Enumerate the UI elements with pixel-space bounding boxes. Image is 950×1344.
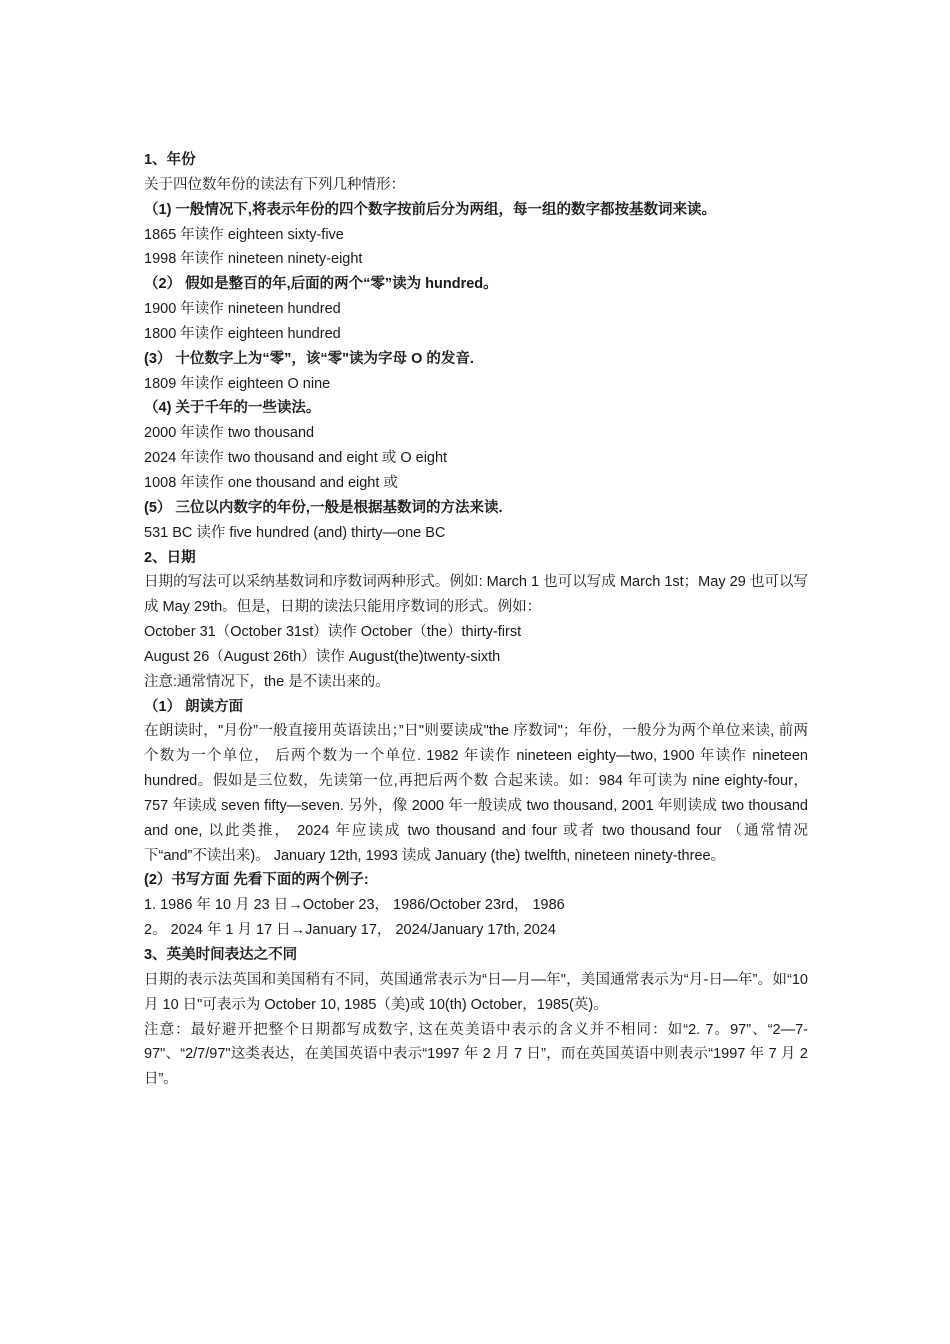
subheading-reading: （1） 朗读方面 xyxy=(144,698,244,715)
writing-example-2: 2。 2024 年 1 月 17 日→January 17， 2024/January 17th, 2024 xyxy=(144,922,556,939)
subheading-writing: (2）书写方面 先看下面的两个例子: xyxy=(144,872,369,889)
example-august: August 26（August 26th）读作 August(the)twenty-sixth xyxy=(144,648,501,665)
numeric-date-note: 注意：最好避开把整个日期都写成数字, 这在英美语中表示的含义并不相同：如“2. 7。97”、“2—7-97"、“2/7/97"这类表达，在美国英语中表示“1997 年 2 月 7 日”，而在英国英语中则表示“1997 年 7 月 2 日”。 xyxy=(144,1021,808,1088)
example-1865: 1865 年读作 eighteen sixty-five xyxy=(144,226,344,243)
example-2000: 2000 年读作 two thousand xyxy=(144,425,315,442)
uk-us-paragraph: 日期的表示法英国和美国稍有不同，英国通常表示为“日—月—年"，美国通常表示为“月-日—年”。如“10 月 10 日"可表示为 October 10, 1985（美)或 10(th) October，1985(英)。 xyxy=(144,971,808,1013)
example-1998: 1998 年读作 nineteen ninety-eight xyxy=(144,251,363,268)
note-the: 注意:通常情况下，the 是不读出来的。 xyxy=(144,673,390,690)
example-1800: 1800 年读作 eighteen hundred xyxy=(144,325,341,342)
rule-2: （2） 假如是整百的年,后面的两个“零”读为 hundred。 xyxy=(144,276,498,293)
section-title-year: 1、年份 xyxy=(144,152,196,168)
year-intro: 关于四位数年份的读法有下列几种情形： xyxy=(144,176,405,193)
example-2024: 2024 年读作 two thousand and eight 或 O eight xyxy=(144,450,448,467)
example-october: October 31（October 31st）读作 October（the）thirty-first xyxy=(144,624,522,641)
rule-4: （4) 关于千年的一些读法。 xyxy=(144,400,321,417)
rule-1: （1) 一般情况下,将表示年份的四个数字按前后分为两组，每一组的数字都按基数词来读。 xyxy=(144,201,716,218)
date-paragraph: 日期的写法可以采纳基数词和序数词两种形式。例如: March 1 也可以写成 March 1st；May 29 也可以写成 May 29th。但是，日期的读法只能用序数词的形式。例如： xyxy=(144,574,808,616)
rule-3: (3） 十位数字上为“零”，该“零"读为字母 O 的发音. xyxy=(144,350,474,367)
example-531bc: 531 BC 读作 five hundred (and) thirty—one BC xyxy=(144,524,446,541)
section-title-uk-us: 3、英美时间表达之不同 xyxy=(144,947,298,963)
example-1900: 1900 年读作 nineteen hundred xyxy=(144,301,341,318)
section-title-date: 2、日期 xyxy=(144,549,196,566)
example-1008: 1008 年读作 one thousand and eight 或 xyxy=(144,474,398,491)
document-body xyxy=(144,148,808,1092)
reading-paragraph: 在朗读时，"月份”一般直接用英语读出；”日"则要读成"the 序数词"；年份，一般分为两个单位来读, 前两个数为一个单位， 后两个数为一个单位. 1982 年读作 nineteen eighty—two, 1900 年读作 nineteen hundred。假如是三位数，先读第一位,再把后两个数 合起来读。如：984 年可读为 nine eighty-four，757 年读成 seven fifty—seven. 另外，像 2000 年一般读成 two thousand, 2001 年则读成 two thousand and one, 以此类推， 2024 年应读成 two thousand and four 或者 two thousand four （通常情况下“and”不读出来)。 January 12th, 1993 读成 January (the) twelfth, nineteen ninety-three。 xyxy=(144,723,808,864)
rule-5: (5） 三位以内数字的年份,一般是根据基数词的方法来读. xyxy=(144,499,503,516)
example-1809: 1809 年读作 eighteen O nine xyxy=(144,375,331,392)
writing-example-1: 1. 1986 年 10 月 23 日→October 23， 1986/October 23rd， 1986 xyxy=(144,897,565,914)
